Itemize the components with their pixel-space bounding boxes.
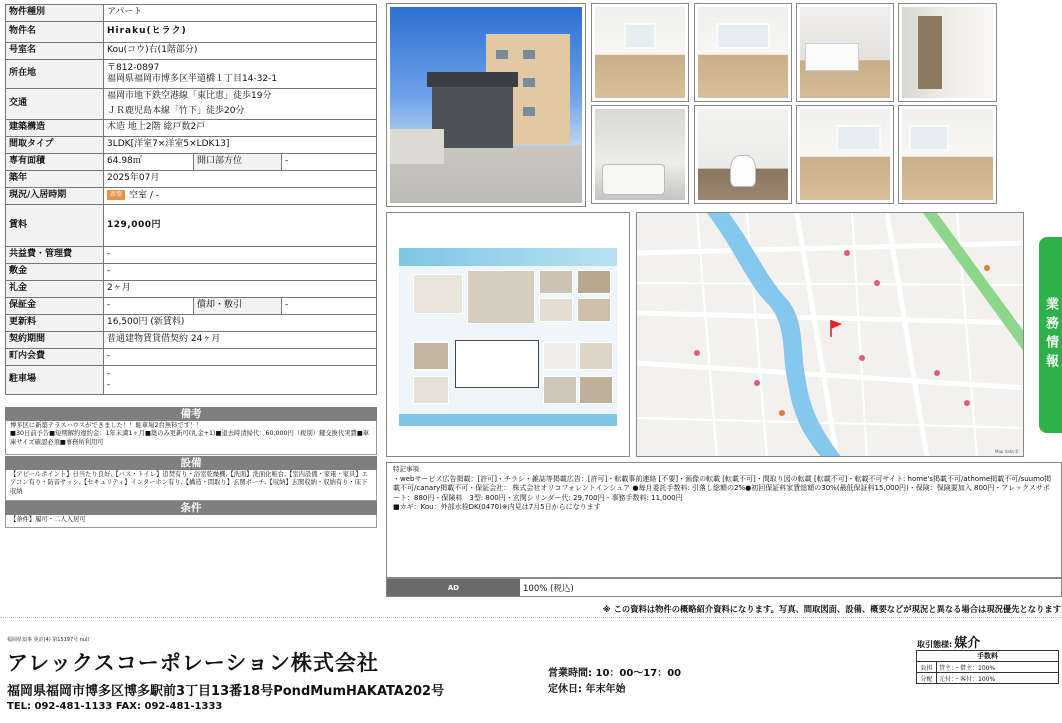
holidays: 定休日: 年末年始 [548, 684, 626, 695]
room-photo[interactable] [796, 105, 894, 204]
special-notes-box [386, 462, 1062, 578]
remarks-header: 備考 [5, 407, 377, 421]
spec-value: 2025年07月 [104, 171, 377, 188]
spec-row-type [6, 5, 377, 22]
postal-code: 〒812-0897 [107, 62, 160, 73]
spec-value [104, 60, 377, 89]
spec-value: 2ヶ月 [104, 281, 377, 298]
transaction-type-value: 媒介 [954, 636, 981, 651]
spec-label: 建築構造 [6, 120, 104, 137]
spec-label: 礼金 [6, 281, 104, 298]
spec-value: - [104, 298, 194, 315]
fee-value: 元付：・客付：100% [937, 673, 1059, 684]
facilities-header: 設備 [5, 456, 377, 470]
spec-value: 木造 地上2階 総戸数2戸 [104, 120, 377, 137]
spec-label: 共益費・管理費 [6, 247, 104, 264]
spec-row-status [6, 188, 377, 205]
disclaimer: ※ この資料は物件の概略紹介資料になります。写真、間取図面、設備、概要などが現況と異なる場合は現況優先となります [602, 604, 1061, 614]
parking-line: - [107, 380, 111, 390]
spec-label: 物件種別 [6, 5, 104, 22]
transaction-type [917, 632, 980, 651]
fee-row [917, 662, 1059, 673]
spec-value: - [104, 349, 377, 366]
spec-label: 契約期間 [6, 332, 104, 349]
spec-row-layout [6, 137, 377, 154]
location-map[interactable]: Map data © [636, 212, 1024, 457]
business-hours: 営業時間: 10：00～17：00 [548, 668, 682, 679]
spec-label: 開口部方位 [194, 154, 282, 171]
spec-value: アパート [104, 5, 377, 22]
spec-value [104, 366, 377, 395]
fee-header-row [917, 651, 1059, 662]
transaction-type-label: 取引態様: [917, 640, 953, 649]
spec-value [104, 188, 377, 205]
spec-value: Kou(コウ)右(1階部分) [104, 43, 377, 60]
spec-label: 交通 [6, 89, 104, 120]
fee-value: 貸主：・借主：100% [937, 662, 1059, 673]
spec-label: 築年 [6, 171, 104, 188]
spec-row-built [6, 171, 377, 188]
key-info: ■カギ：Kou：外部水栓DK(0470)※内見は7月5日からになります [393, 503, 601, 512]
kitchen-photo[interactable] [796, 3, 894, 102]
address-line: 福岡県福岡市博多区半道橋１丁目14-32-1 [107, 74, 278, 84]
company-address: 福岡県福岡市博多区博多駅前3丁目13番18号PondMumHAKATA202号 [7, 684, 445, 699]
spec-row-area [6, 154, 377, 171]
spec-value: - [104, 264, 377, 281]
special-notes-title: 特記事項 [393, 465, 419, 473]
spec-row-rent [6, 205, 377, 247]
company-name: アレックスコーポレーション株式会社 [7, 651, 379, 675]
license-number: 福岡県知事 免許(4) 第15197号 null [7, 637, 89, 643]
new-badge: 新築 [107, 190, 125, 200]
spec-row-key-money [6, 281, 377, 298]
spec-value: - [282, 154, 377, 171]
spec-row-structure [6, 120, 377, 137]
spec-row-renewal [6, 315, 377, 332]
spec-row-address [6, 60, 377, 89]
spec-label: 償却・敷引 [194, 298, 282, 315]
property-spec-table [5, 4, 377, 395]
company-phone: TEL: 092-481-1133 FAX: 092-481-1333 [7, 701, 223, 712]
spec-label: 間取タイプ [6, 137, 104, 154]
ad-value: 100% (税込) [523, 583, 574, 594]
spec-value: 普通建物賃貸借契約 24ヶ月 [104, 332, 377, 349]
property-name: Hiraku(ヒラク) [104, 22, 377, 43]
room-photo[interactable] [591, 3, 689, 102]
room-photo[interactable] [898, 105, 997, 204]
fee-title: 手数料 [917, 651, 1059, 662]
spec-label: 賃料 [6, 205, 104, 247]
spec-value: 16,500円 (新賃料) [104, 315, 377, 332]
spec-row-contract [6, 332, 377, 349]
spec-value: - [104, 247, 377, 264]
spec-row-parking [6, 366, 377, 395]
spec-value: 3LDK[洋室7×洋室5×LDK13] [104, 137, 377, 154]
spec-label: 現況/入居時期 [6, 188, 104, 205]
special-notes-body: ・webサービス広告掲載：[許可]・チラシ・雑誌等掲載広告：[許可]・転載事前連絡 [不要]・画像の転載 [転載不可]・間取り図の転載 [転載不可]・転載不可サイト: home's掲載不可/athome掲載不可/suumo掲載不可/canary掲載不可・保証会社： 株式会社オリコフォレントインシュア ●毎月委託手数料: 引落し総額の2%●初回保証料家賃総額の30%(最低保証料15,000円)・保険：保険要加入 800円・アレックスサポート：880円・保険料 3型: 800円・玄関シリンダー代: 29,700円・事務手数料: 11,000円 [393, 474, 1052, 502]
spec-value [104, 89, 377, 120]
parking-line: - [107, 368, 111, 379]
spec-label: 町内会費 [6, 349, 104, 366]
spec-label: 号室名 [6, 43, 104, 60]
conditions-header: 条件 [5, 501, 377, 515]
business-hours-block [548, 666, 681, 698]
ad-label: AD [387, 579, 520, 596]
spec-label: 所在地 [6, 60, 104, 89]
remarks-body: 博多区に新築テラスハウスができました！！駐車場2台無料です！！ ■30日前予告■短期解約違約金：1年未満1ヶ月■築のみ更新可(礼金+1)■退去時清掃代：60,000円（税別）鍵交換代実費■車庫サイズ確認必須■事務所利用可 [5, 421, 377, 455]
room-photo[interactable] [694, 3, 792, 102]
fee-label: 分配 [917, 673, 937, 684]
fee-table [916, 650, 1059, 684]
fee-row [917, 673, 1059, 684]
bathroom-photo[interactable] [591, 105, 689, 204]
access-line: 福岡市地下鉄空港線「東比恵」徒歩19分 [107, 91, 272, 101]
spec-label: 敷金 [6, 264, 104, 281]
facilities-body: 【アピールポイント】日当たり良好,【バス・トイレ】追焚有り・浴室乾燥機,【洗面】洗面化粧台,【室内設備・家電・家具】エアコン有り・防音サッシ,【セキュリティ】インターホン有り,【構造・間取り】玄関ポーチ,【収納】玄関収納・収納有り・床下収納 [5, 470, 377, 501]
fee-label: 負担 [917, 662, 937, 673]
spec-row-access [6, 89, 377, 120]
footer-divider [0, 617, 1062, 618]
spec-row-room [6, 43, 377, 60]
map-graphic [637, 213, 1024, 457]
building-exterior-photo[interactable] [386, 3, 586, 207]
spec-label: 保証金 [6, 298, 104, 315]
spec-label: 専有面積 [6, 154, 104, 171]
spec-label: 駐車場 [6, 366, 104, 395]
spec-row-name [6, 22, 377, 43]
map-pin-icon [831, 320, 842, 337]
business-info-tab[interactable]: 業務情報 [1039, 237, 1062, 433]
access-line: ＪＲ鹿児島本線「竹下」徒歩20分 [107, 106, 245, 116]
toilet-photo[interactable] [694, 105, 792, 204]
status-value: 空室 / - [129, 190, 160, 201]
property-flyer-image[interactable] [386, 212, 630, 457]
spec-value: 64.98㎡ [104, 154, 194, 171]
spec-row-common-fee [6, 247, 377, 264]
spec-label: 更新料 [6, 315, 104, 332]
conditions-body: 【条件】履可・二人入居可 [5, 515, 377, 528]
spec-row-community-fee [6, 349, 377, 366]
spec-row-deposit [6, 264, 377, 281]
rent-value: 129,000円 [104, 205, 377, 247]
spec-row-security-deposit [6, 298, 377, 315]
spec-value: - [282, 298, 377, 315]
ad-row [386, 578, 1062, 597]
entrance-photo[interactable] [898, 3, 997, 102]
spec-label: 物件名 [6, 22, 104, 43]
